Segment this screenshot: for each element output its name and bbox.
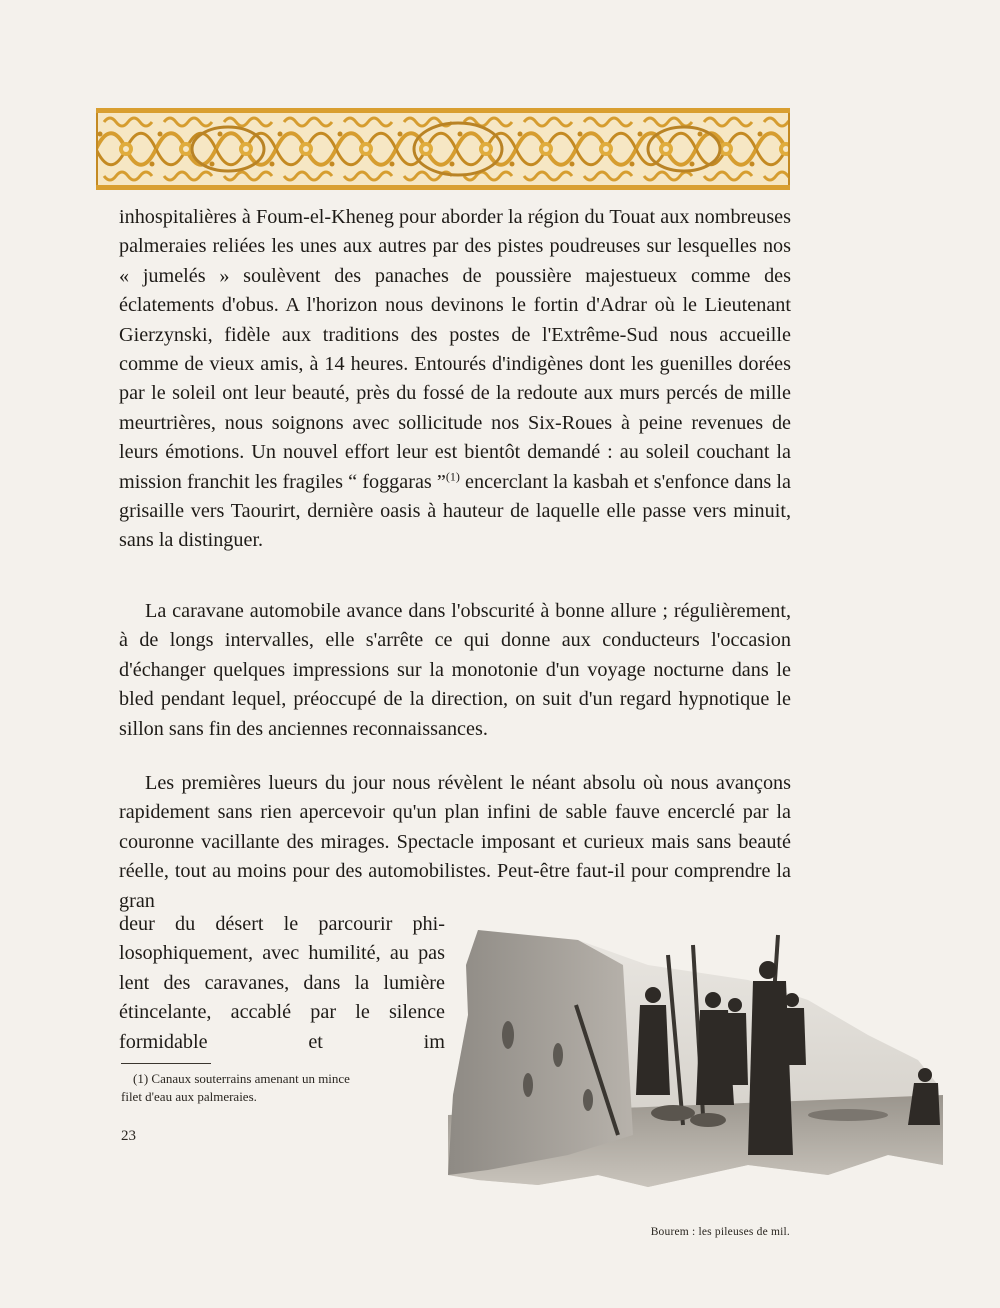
paragraph-1	[119, 203, 791, 556]
paragraph-3-text: Les premières lueurs du jour nous révèlent le néant absolu où nous avançons rapidement sans rien apercevoir qu'un plan infini de sable fauve encerclé par la couronne vacillante des mirages. Spectacle imposant et curieux mais sans beauté réelle, tout au moins pour des automobilistes. Peut-être faut-il pour comprendre la gran	[119, 772, 791, 912]
footnote-line-1: (1) Canaux souterrains amenant un mince	[133, 1071, 350, 1086]
photo-caption: Bourem : les pileuses de mil.	[650, 1226, 790, 1238]
footnote-line-2: filet d'eau aux palmeraies.	[121, 1089, 257, 1104]
paragraph-3-wrap-text: deur du désert le parcourir philosophiquement, avec humilité, au pas lent des caravanes, dans la lumière étincelante, accablé par le silence formidable et im	[119, 913, 445, 1053]
paragraph-1-text-a: inhospitalières à Foum-el-Kheneg pour aborder la région du Touat aux nombreuses palmeraies reliées les unes aux autres par des pistes poudreuses sur lesquelles nos « jumelés » soulèvent des panaches de poussière majestueux comme des éclatements d'obus. A l'horizon nous devinons le fortin d'Adrar où le Lieutenant Gierzynski, fidèle aux traditions des postes de l'Extrême-Sud nous accueille comme de vieux amis, à 14 heures. Entourés d'indigènes dont les guenilles dorées par le soleil ont leur beauté, près du fossé de la redoute aux murs percés de mille meurtrières, nous soignons avec sollicitude nos Six-Roues à peine revenues de leurs émotions. Un nouvel effort leur est bientôt demandé : au soleil couchant la mission franchit les fragiles “ foggaras ”	[119, 206, 791, 493]
paragraph-3-continuation	[119, 910, 445, 1057]
arabesque-border-icon	[96, 108, 790, 190]
paragraph-2	[119, 597, 791, 744]
footnote-rule	[121, 1063, 211, 1064]
paragraph-2-text: La caravane automobile avance dans l'obscurité à bonne allure ; régulièrement, à de longs intervalles, elle s'arrête ce qui donne aux conducteurs l'occasion d'échanger quelques impressions sur la monotonie d'un voyage nocturne dans le bled pendant lequel, préoccupé de la direction, on suit d'un regard hypnotique le sillon sans fin des anciennes reconnaissances.	[119, 600, 791, 740]
paragraph-3	[119, 769, 791, 916]
footnote	[121, 1070, 451, 1106]
page-number: 23	[121, 1128, 136, 1144]
footnote-reference: (1)	[445, 468, 460, 483]
paragraph-1-text-b: encerclant la kasbah et s'enfonce dans la grisaille vers Taourirt, dernière oasis à hauteur de laquelle elle passe vers minuit, sans la distinguer.	[119, 470, 791, 552]
photograph	[448, 925, 946, 1193]
